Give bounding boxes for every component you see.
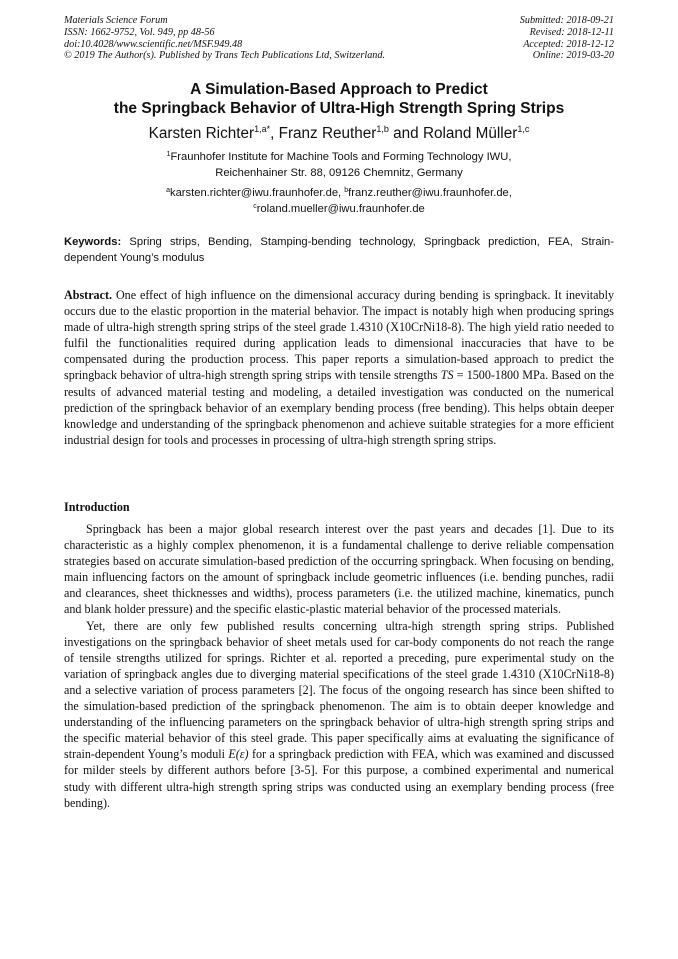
publication-dates <box>520 15 614 62</box>
paragraph <box>64 618 614 811</box>
affiliation <box>40 150 638 181</box>
abstract-text: One effect of high influence on the dimensional accuracy during bending is springback. It inevitably occurs due to the elastic proportion in the material behavior. The impact is notably high when producing springs made of ultra-high strength spring strips of the steel grade 1.4310 (X10CrNi18-8). The high yield ratio needed to fulfil the functionalities required during application leads to dimensional inaccuracies that have to be compensated during the production process. This paper reports a simulation-based approach to predict the springback behavior of ultra-high strength spring strips with tensile strengths <box>64 288 614 383</box>
abstract-label: Abstract. <box>64 288 113 302</box>
author-separator: , <box>270 125 279 142</box>
author-name: Franz Reuther <box>278 125 377 142</box>
author-affiliation-mark: 1,b <box>376 124 389 134</box>
formula-symbol: E(ε) <box>228 747 249 762</box>
title-line-1: A Simulation-Based Approach to Predict <box>190 81 488 98</box>
section-heading: Introduction <box>64 500 130 514</box>
revised-date: Revised: 2018-12-11 <box>529 26 614 38</box>
abstract-text: = 1500-1800 MPa. Based on the results of advanced material testing and modeling, a detailed investigation was conducted on the numerical prediction of the springback behavior of an exemplary bending process (free bending). This helps obtain deeper knowledge and understanding of the springback phenomenon and achieve suitable strategies for a more efficient industrial design for tools and processes in processing of ultra-high strength spring strips. <box>64 368 614 447</box>
author-name: Karsten Richter <box>148 125 255 142</box>
keywords <box>64 235 614 266</box>
doi: doi:10.4028/www.scientific.net/MSF.949.48 <box>64 38 243 50</box>
title-line-2: the Springback Behavior of Ultra-High Strength Spring Strips <box>113 100 565 117</box>
publication-info <box>64 15 385 62</box>
author-emails <box>40 186 638 217</box>
submitted-date: Submitted: 2018-09-21 <box>519 15 614 26</box>
author-affiliation-mark: 1,c <box>517 124 530 134</box>
affiliation-line-1: Fraunhofer Institute for Machine Tools and Forming Technology IWU, <box>170 151 512 163</box>
email-link[interactable]: karsten.richter@iwu.fraunhofer.de, <box>169 187 345 199</box>
affiliation-mark: 1 <box>166 151 171 158</box>
journal-name: Materials Science Forum <box>64 15 168 26</box>
introduction-body <box>64 521 614 811</box>
affiliation-line-2: Reichenhainer Str. 88, 09126 Chemnitz, Germany <box>215 166 463 179</box>
online-date: Online: 2019-03-20 <box>532 50 614 62</box>
email-mark: c <box>253 202 257 210</box>
author-conjunction: and <box>388 125 423 142</box>
paper-title <box>40 80 638 118</box>
email-link[interactable]: franz.reuther@iwu.fraunhofer.de, <box>348 187 512 199</box>
abstract <box>64 287 614 448</box>
email-mark: a <box>166 187 170 194</box>
abstract-symbol: TS <box>440 368 454 383</box>
author-list <box>40 124 638 144</box>
paragraph-text: for a springback prediction with FEA, which was examined and discussed for milder steels by different authors before [3-5]. For this purpose, a combined experimental and numerical study with different ultra-high strength spring strips was conducted using an exemplary bending process (free bending). <box>64 747 614 810</box>
issn: ISSN: 1662-9752, Vol. 949, pp 48-56 <box>64 26 215 38</box>
copyright: © 2019 The Author(s). Published by Trans Tech Publications Ltd, Switzerland. <box>64 50 386 62</box>
author-affiliation-mark: 1,a* <box>254 124 271 134</box>
paragraph-text: Yet, there are only few published results concerning ultra-high strength spring strips. Published investigations on the springback behavior of sheet metals used for car-body components do not reach the range of tensile strengths utilized for springs. Richter et al. reported a preceding, pure experimental study on the variation of springback angles due to diverging material specifications of the steel grade 1.4310 (X10CrNi18-8) and a selective variation of process parameters [2]. The focus of the ongoing research has since been shifted to the simulation-based prediction of the springback phenomenon. The aim is to obtain deeper knowledge and understanding of the influencing parameters on the springback behavior of ultra-high strength spring strips and the specific material behavior of this steel grade. This paper specifically aims at evaluating the significance of strain-dependent Young’s moduli <box>64 618 614 762</box>
email-mark: b <box>344 187 349 194</box>
author-name: Roland Müller <box>422 125 518 142</box>
accepted-date: Accepted: 2018-12-12 <box>523 38 614 50</box>
keywords-text: Spring strips, Bending, Stamping-bending technology, Springback prediction, FEA, Strain-dependent Young’s modulus <box>64 236 615 264</box>
keywords-label: Keywords: <box>64 236 122 248</box>
paragraph: Springback has been a major global research interest over the past years and decades [1]. Due to its characteristic as a highly complex phenomenon, it is a fundamental challenge to derive reliable compensation strategies based on accurate simulation-based prediction of the occurring springback. When focusing on bending, main influencing factors on the amount of springback include geometric influences (i.e. bending punches, radii and clearances, sheet thicknesses and widths), process parameters (i.e. the utilized machine, kinematics, punch and blank holder pressure) and the specific elastic-plastic material behavior of the processed materials. <box>64 522 614 617</box>
email-link[interactable]: roland.mueller@iwu.fraunhofer.de <box>256 202 425 215</box>
